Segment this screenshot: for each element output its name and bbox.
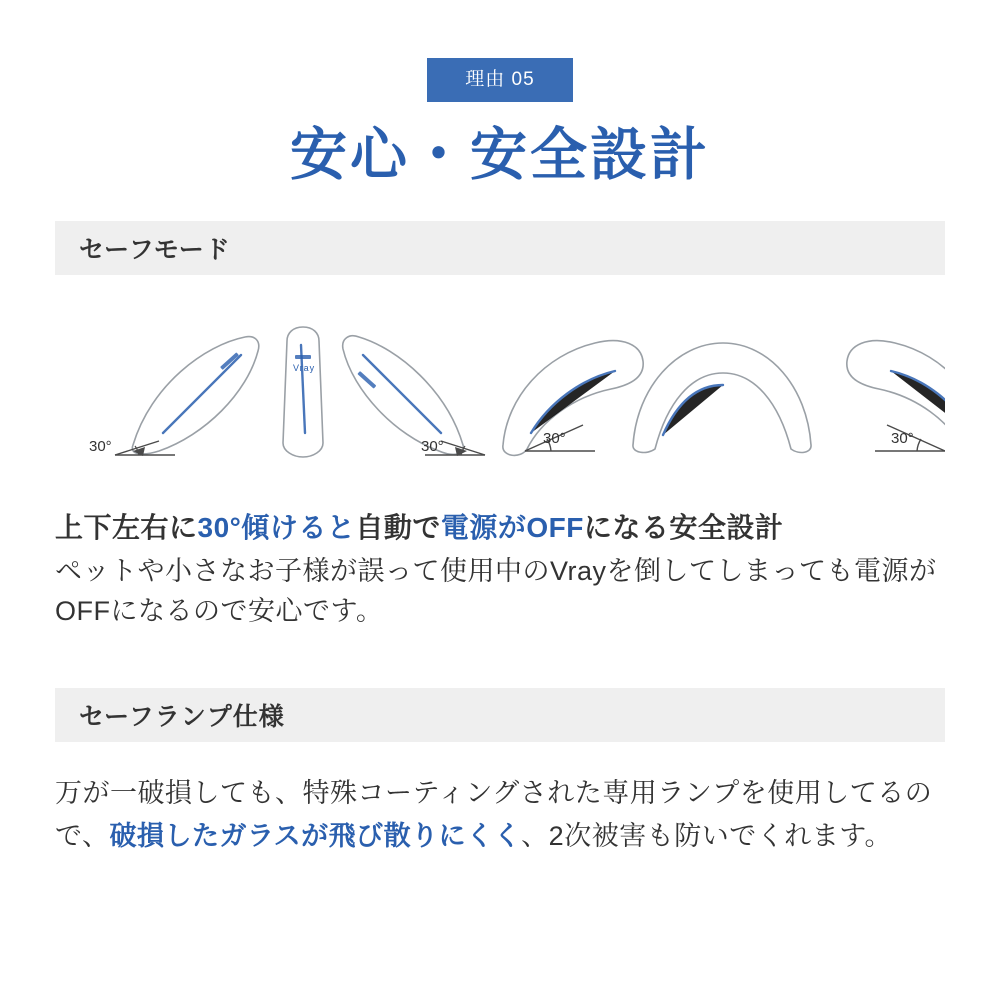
section-heading-label-2: セーフランプ仕様 — [79, 703, 285, 732]
safe-mode-body: ペットや小さなお子様が誤って使用中のVrayを倒してしまっても電源がOFFになるので安心です。 — [55, 556, 937, 627]
section-heading-safe-lamp — [55, 688, 945, 742]
lamp-part-0: 万が一破損しても、特殊コーティングされた専用ランプを使用してるので、 — [55, 778, 933, 852]
reason-badge: 理由 05 — [427, 58, 572, 102]
section-heading-safe-mode — [55, 221, 945, 275]
tilt-diagram — [55, 293, 945, 493]
lead-part-0: 上下左右に — [55, 511, 198, 543]
lamp-part-1: 破損したガラスが飛び散りにくく — [109, 821, 522, 852]
lead-part-3: 電源がOFF — [440, 511, 584, 543]
angle-label-right-2: 30° — [891, 429, 914, 447]
lead-part-1: 30°傾けると — [197, 511, 356, 543]
lamp-part-2: 、2次被害も防いでくれます。 — [521, 821, 893, 852]
safe-mode-copy — [55, 507, 945, 632]
safe-mode-lead — [55, 507, 945, 548]
angle-label-left-2: 30° — [421, 437, 444, 455]
page-title: 安心・安全設計 — [290, 123, 710, 187]
safe-mode-illustration — [55, 293, 945, 493]
safe-lamp-copy — [55, 772, 945, 858]
lead-part-2: 自動で — [355, 511, 441, 543]
badge-container — [0, 0, 1000, 102]
section-heading-label: セーフモード — [79, 235, 231, 264]
angle-label-left: 30° — [89, 437, 112, 455]
angle-label-right: 30° — [543, 429, 566, 447]
lead-part-4: になる安全設計 — [583, 511, 784, 543]
svg-text:Vray: Vray — [293, 362, 316, 373]
